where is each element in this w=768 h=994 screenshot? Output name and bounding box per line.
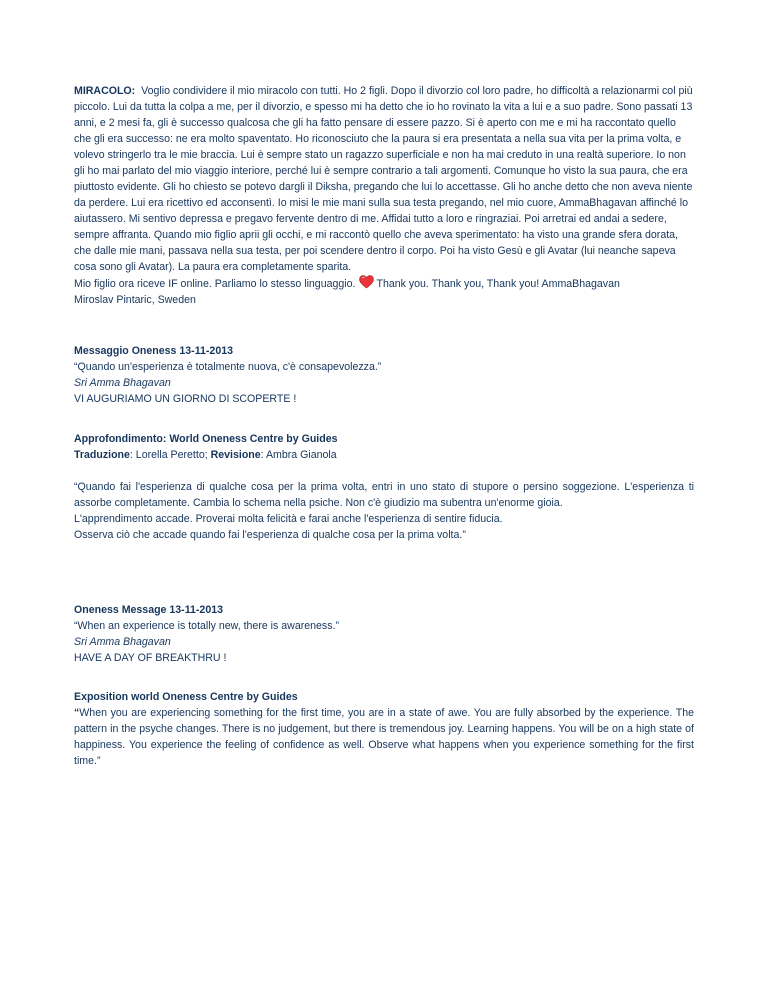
translation-label: Traduzione: [74, 449, 130, 461]
exposition-it-paragraph-3: Osserva ciò che accade quando fai l'esperienza di qualche cosa per la prima volta.”: [74, 529, 466, 541]
translation-name: : Lorella Peretto;: [129, 449, 211, 461]
miracle-last-line-before: Mio figlio ora riceve IF online. Parliamo lo stesso linguaggio.: [74, 278, 356, 290]
message-en-quote: “When an experience is totally new, there is awareness.”: [74, 620, 339, 632]
exposition-it-section: [74, 431, 694, 543]
exposition-it-credits: [74, 447, 694, 463]
miracle-section: [74, 83, 694, 308]
exposition-it-paragraph-2: L'apprendimento accade. Proverai molta felicità e farai anche l'esperienza di sentire fiducia.: [74, 513, 503, 525]
exposition-en-title: Exposition world Oneness Centre by Guides: [74, 691, 298, 703]
message-it-section: [74, 343, 694, 407]
message-it-author: Sri Amma Bhagavan: [74, 377, 171, 389]
message-it-title: Messaggio Oneness 13-11-2013: [74, 345, 233, 357]
message-en-closing: HAVE A DAY OF BREAKTHRU !: [74, 652, 227, 664]
miracle-last-line-after: Thank you. Thank you, Thank you! AmmaBhagavan: [376, 278, 620, 290]
miracle-last-line: [74, 275, 694, 292]
message-en-title: Oneness Message 13-11-2013: [74, 604, 223, 616]
heart-icon: [359, 275, 374, 289]
revision-label: Revisione: [210, 449, 261, 461]
exposition-en-section: [74, 689, 694, 769]
exposition-en-text: When you are experiencing something for the first time, you are in a state of awe. You are fully absorbed by the experience. The pattern in the psyche changes. There is no judgement, but there is tremendous joy. Learning happens. You will be on a high state of happiness. You experience the feeling of confidence as well. Observe what happens when you experience something for the first time.”: [74, 707, 694, 767]
exposition-it-title: Approfondimento: World Oneness Centre by Guides: [74, 433, 338, 445]
exposition-en-open-quote: “: [74, 707, 80, 719]
message-en-section: [74, 602, 694, 666]
message-it-quote: “Quando un'esperienza è totalmente nuova, c'è consapevolezza.”: [74, 361, 382, 373]
revision-name: : Ambra Gianola: [260, 449, 337, 461]
miracle-paragraph: [74, 83, 694, 275]
spacer: [74, 463, 694, 479]
message-en-author: Sri Amma Bhagavan: [74, 636, 171, 648]
exposition-en-paragraph: [74, 705, 694, 769]
exposition-it-paragraph-1: “Quando fai l'esperienza di qualche cosa per la prima volta, entri in uno stato di stupore o persino soggezione. L'esperienza ti assorbe completamente. Cambia lo schema nella psiche. Non c'è giudizio ma subentra un'enorme gioia.: [74, 481, 694, 509]
miracle-label: MIRACOLO:: [74, 85, 136, 97]
message-it-closing: VI AUGURIAMO UN GIORNO DI SCOPERTE !: [74, 393, 297, 405]
miracle-text: Voglio condividere il mio miracolo con tutti. Ho 2 figli. Dopo il divorzio col loro padre, ho difficoltà a relazionarmi col più piccolo. Lui da tutta la colpa a me, per il divorzio, e spesso mi ha detto che io ho rovinato la vita a lui e a suo padre. Sono passati 13 anni, e 2 mesi fa, gli è successo qualcosa che gli ha fatto pensare di essere pazzo. Si è aperto con me e mi ha raccontato quello che gli era successo: ne era molto spaventato. Ho riconosciuto che la paura si era presentata a nella sua vita per la prima volta, e volevo stringerlo tra le mie braccia. Lui è sempre stato un ragazzo superficiale e non ha mai creduto in una realtà superiore. Io non gli ho mai parlato del mio viaggio interiore, perché lui è sempre contrario a tali argomenti. Comunque ho visto la sua paura, che era piuttosto evidente. Gli ho chiesto se potevo dargli il Diksha, pregando che lui lo accettasse. Gli ho anche detto che non aveva niente da perdere. Lui era ricettivo ed acconsentì. Io misi le mie mani sulla sua testa pregando, nel mio cuore, AmmaBhagavan affinché lo aiutassero. Mi sentivo depressa e pregavo fervente dentro di me. Affidai tutto a loro e ringraziai. Poi arretrai ed andai a sedere, sempre affranta. Quando mio figlio aprii gli occhi, e mi raccontò quello che aveva sperimentato: ha visto una grande sfera dorata, che dalle mie mani, passava nella sua testa, per poi scendere dentro il corpo. Poi ha visto Gesù e gli Avatar (lui neanche sapeva cosa sono gli Avatar). La paura era completamente sparita.: [74, 85, 693, 273]
miracle-signature: Miroslav Pintaric, Sweden: [74, 294, 196, 306]
